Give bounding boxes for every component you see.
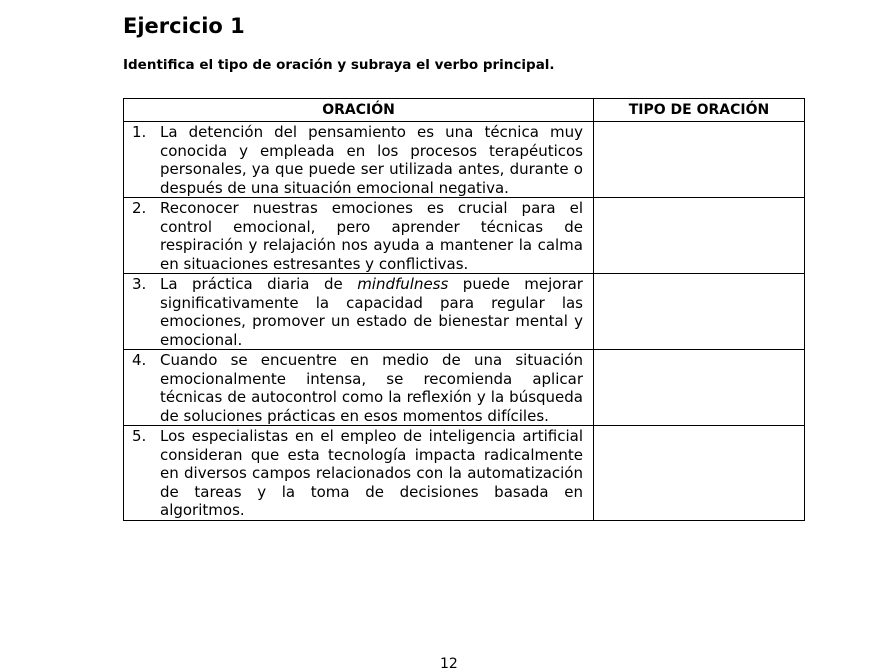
- row-number: 4.: [132, 351, 147, 369]
- sentence-type-answer-cell[interactable]: [594, 426, 805, 521]
- sentence-text: Reconocer nuestras emociones es crucial para el control emocional, pero aprender técnicas de respiración y relajación nos ayuda a mantener la calma en situaciones estresantes y conflictivas.: [160, 199, 583, 273]
- sentence-type-answer-cell[interactable]: [594, 350, 805, 426]
- sentence-text: Cuando se encuentre en medio de una situación emocionalmente intensa, se recomienda aplicar técnicas de autocontrol como la reflexión y la búsqueda de soluciones prácticas en esos momentos difíciles.: [160, 351, 583, 425]
- table-row: [124, 122, 805, 198]
- row-number: 5.: [132, 427, 147, 445]
- exercise-table: [123, 98, 805, 521]
- table-row: [124, 350, 805, 426]
- italic-term: mindfulness: [357, 275, 449, 293]
- sentence-text: Los especialistas en el empleo de inteligencia artificial consideran que esta tecnología impacta radicalmente en diversos campos relacionados con la automatización de tareas y la toma de decisiones basada en algoritmos.: [160, 427, 583, 519]
- sentence-text: La detención del pensamiento es una técnica muy conocida y empleada en los procesos terapéuticos personales, ya que puede ser utilizada antes, durante o después de una situación emocional negativa.: [160, 123, 583, 197]
- sentence-text-start: La práctica diaria de: [160, 275, 358, 293]
- table-row: [124, 198, 805, 274]
- header-sentence: ORACIÓN: [124, 99, 594, 122]
- sentence-cell: [124, 274, 594, 350]
- exercise-title: Ejercicio 1: [123, 14, 245, 38]
- sentence-cell: [124, 122, 594, 198]
- table-header-row: [124, 99, 805, 122]
- row-number: 2.: [132, 199, 147, 217]
- sentence-text-end: puede mejorar significativamente la capacidad para regular las emociones, promover un estado de bienestar mental y emocional.: [160, 275, 583, 349]
- sentence-type-answer-cell[interactable]: [594, 122, 805, 198]
- sentence-cell: [124, 426, 594, 521]
- row-number: 3.: [132, 275, 147, 293]
- header-sentence-type: TIPO DE ORACIÓN: [594, 99, 805, 122]
- exercise-instruction: Identifica el tipo de oración y subraya el verbo principal.: [123, 57, 555, 73]
- sentence-type-answer-cell[interactable]: [594, 198, 805, 274]
- sentence-text: [160, 275, 583, 349]
- sentence-cell: [124, 198, 594, 274]
- table-row: [124, 426, 805, 521]
- table-row: [124, 274, 805, 350]
- sentence-cell: [124, 350, 594, 426]
- sentence-type-answer-cell[interactable]: [594, 274, 805, 350]
- page-number: 12: [440, 656, 458, 672]
- row-number: 1.: [132, 123, 147, 141]
